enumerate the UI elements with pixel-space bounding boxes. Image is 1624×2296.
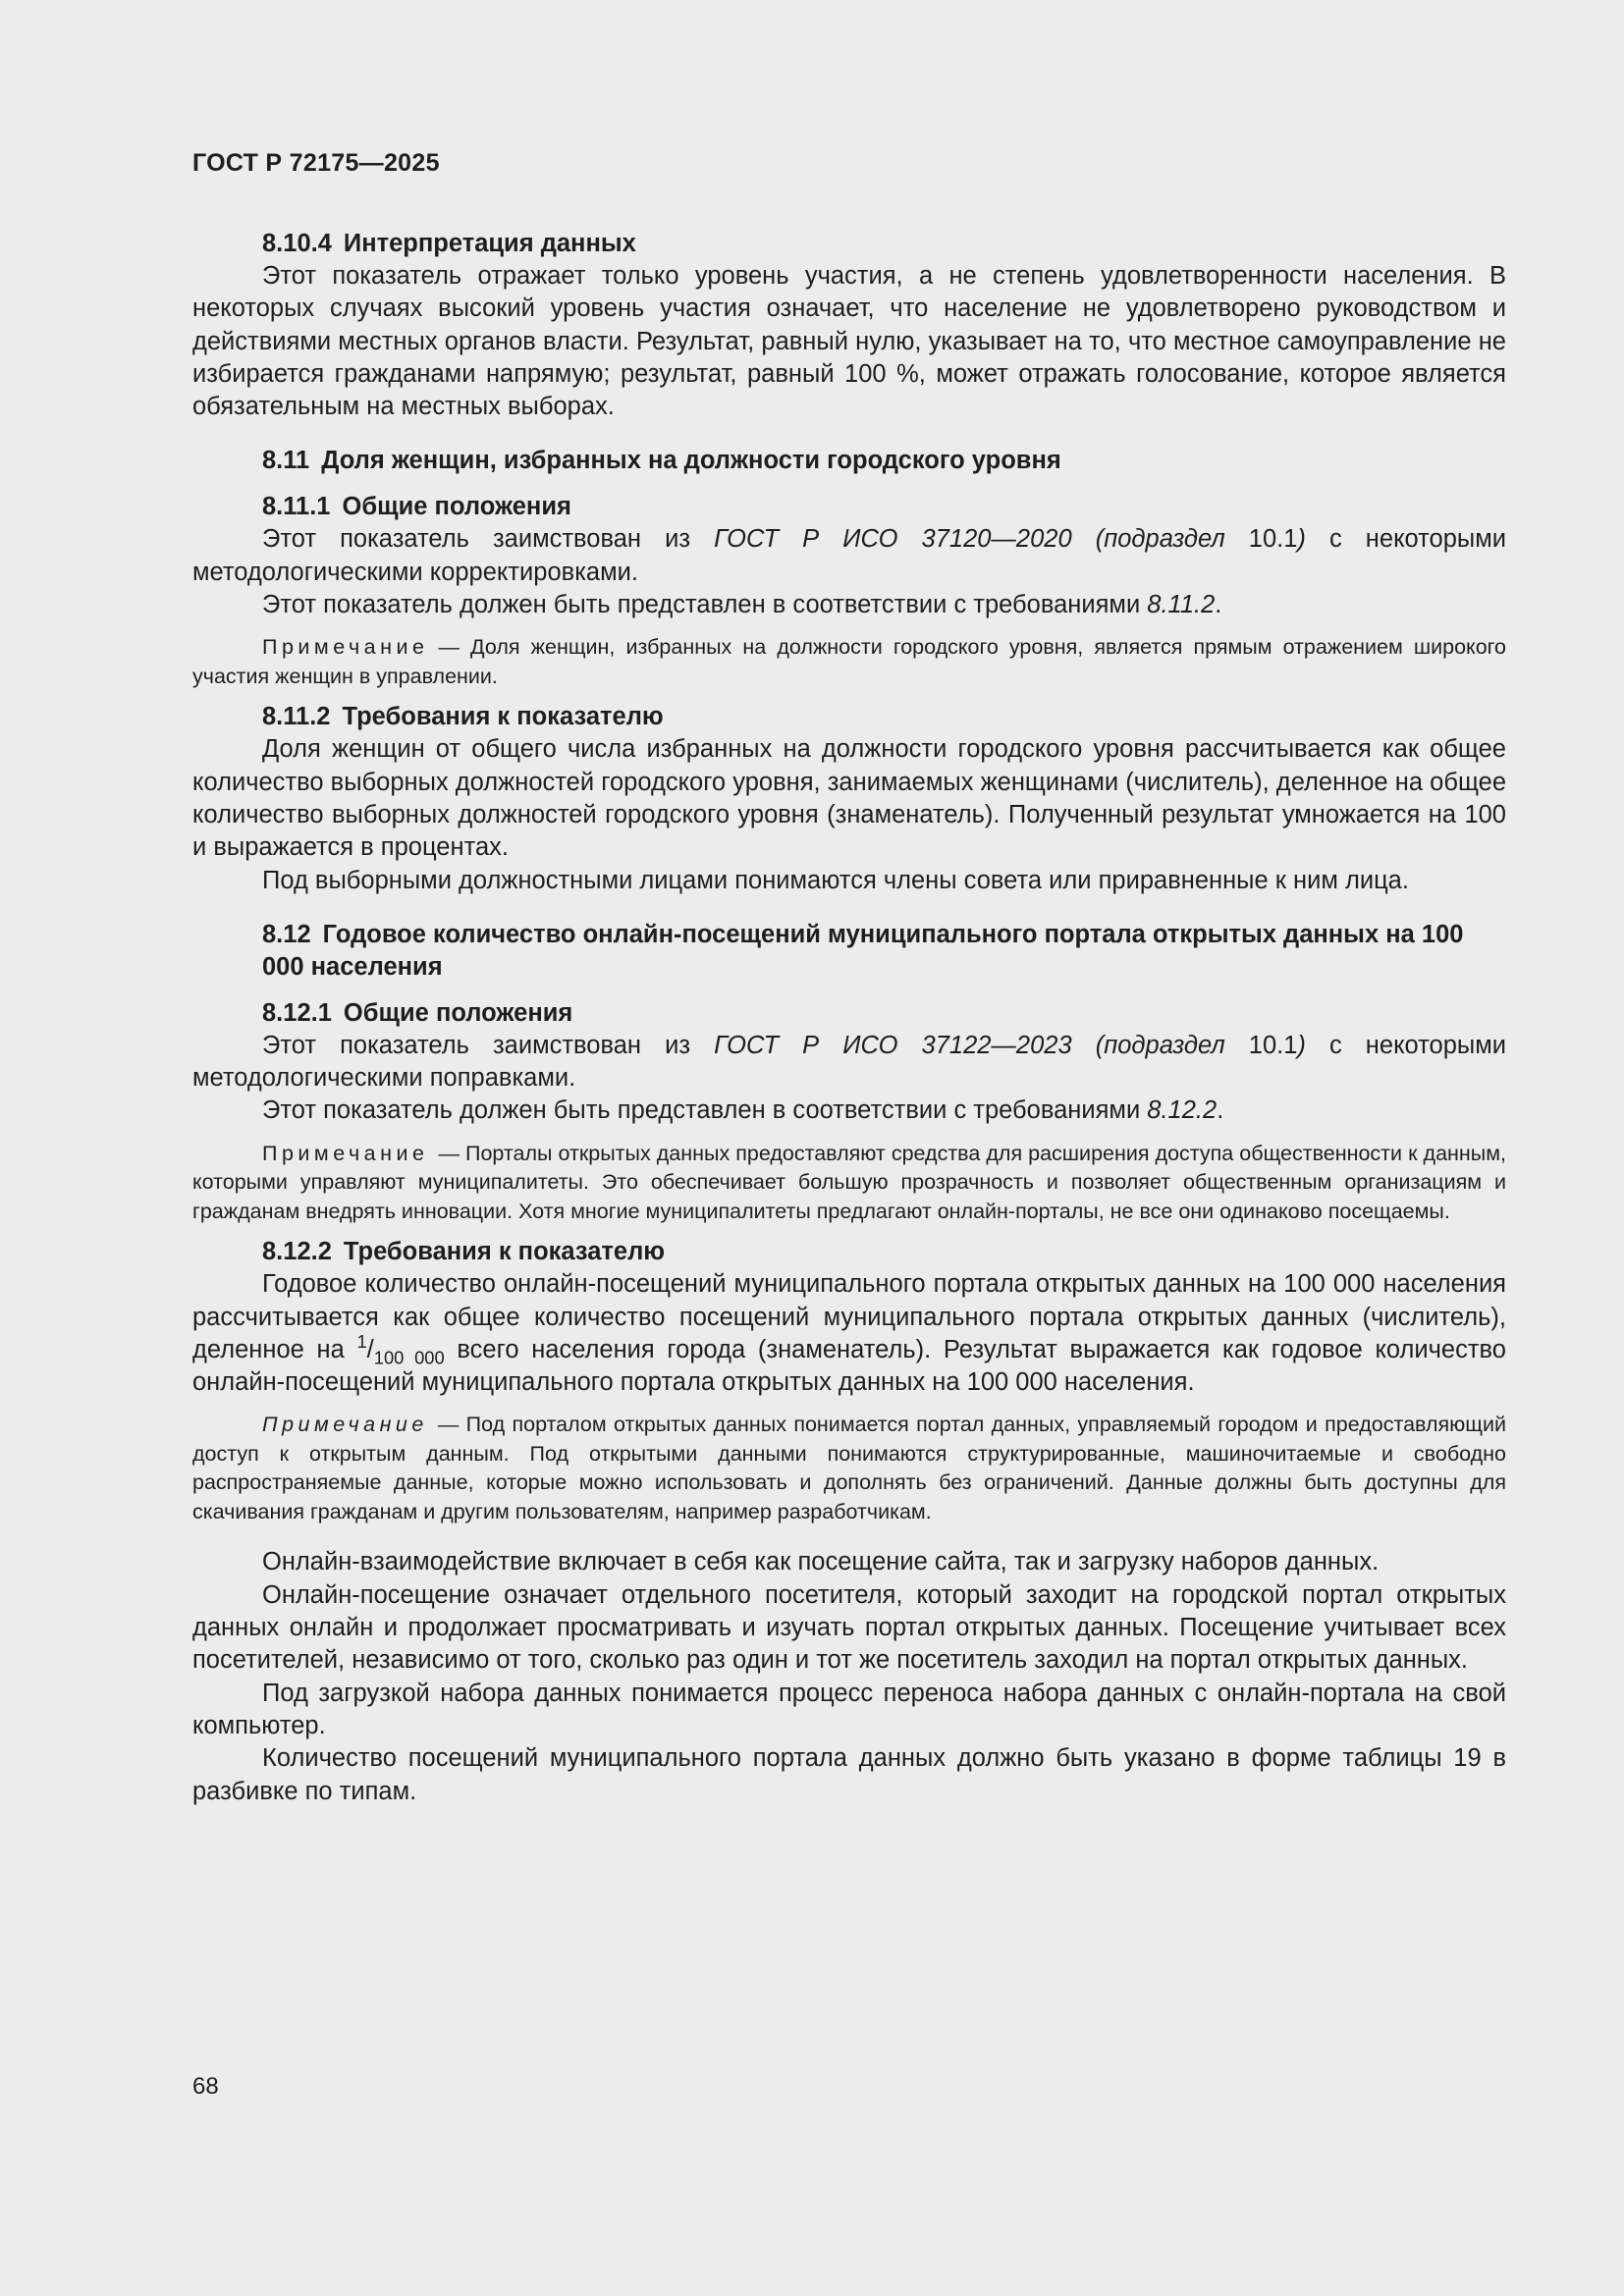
text-run: ) bbox=[1297, 1031, 1306, 1059]
note-label: Примечание bbox=[262, 1141, 429, 1165]
section-title: Годовое количество онлайн-посещений муниципального портала открытых данных на 100 000 населения bbox=[262, 920, 1464, 981]
note-text: — Порталы открытых данных предоставляют средства для расширения доступа общественности к данным, которыми управляют муниципалитеты. Это обеспечивает большую прозрачность и позволяет общественным организациям и гражданам внедрять инновации. Хотя многие муниципалитеты предлагают онлайн-порталы, не все они одинаково посещаемы. bbox=[192, 1141, 1506, 1223]
note-text: — Доля женщин, избранных на должности городского уровня, является прямым отражением широкого участия женщин в управлении. bbox=[192, 635, 1506, 688]
text-run: с некоторыми методологическими поправками. bbox=[192, 1031, 1506, 1093]
text-run: 10.1 bbox=[1224, 525, 1298, 554]
note bbox=[192, 1411, 1506, 1526]
section-number: 8.12.2 bbox=[262, 1238, 332, 1266]
fraction-denominator: 100 000 bbox=[373, 1347, 445, 1368]
section-8-11-heading bbox=[192, 445, 1506, 477]
note-label: Примечание bbox=[262, 635, 429, 660]
section-number: 8.12.1 bbox=[262, 998, 332, 1027]
paragraph bbox=[192, 1030, 1506, 1095]
paragraph bbox=[192, 1095, 1506, 1127]
paragraph: Этот показатель отражает только уровень участия, а не степень удовлетворенности населения. В некоторых случаях высокий уровень участия означает, что население не удовлетворено руководством и действиями местных органов власти. Результат, равный нулю, указывает на то, что местное самоуправление не избирается гражданами напрямую; результат, равный 100 %, может отражать голосование, которое является обязательным на местных выборах. bbox=[192, 262, 1506, 421]
paragraph: Количество посещений муниципального портала данных должно быть указано в форме таблицы 19 в разбивке по типам. bbox=[192, 1744, 1506, 1805]
paragraph bbox=[192, 1268, 1506, 1399]
section-8-11-1-heading bbox=[192, 491, 1506, 523]
standard-reference: ГОСТ Р ИСО 37122—2023 (подраздел bbox=[714, 1031, 1225, 1059]
text-run: . bbox=[1215, 591, 1222, 619]
text-run: . bbox=[1217, 1096, 1224, 1125]
fraction-slash: / bbox=[366, 1335, 374, 1363]
note-text: — Под порталом открытых данных понимается портал данных, управляемый городом и предоставляющий доступ к открытым данным. Под открытыми данными понимаются структурированные, машиночитаемые и свободно распространяемые данные, которые можно использовать и дополнять без ограничений. Данные должны быть доступны для скачивания гражданам и другим пользователям, например разработчикам. bbox=[192, 1413, 1506, 1523]
section-8-12-2-heading bbox=[192, 1236, 1506, 1268]
section-8-12-1-heading bbox=[192, 997, 1506, 1030]
section-title: Требования к показателю bbox=[342, 703, 664, 731]
text-run: 10.1 bbox=[1224, 1031, 1298, 1059]
paragraph: Доля женщин от общего числа избранных на должности городского уровня рассчитывается как общее количество выборных должностей городского уровня, занимаемых женщинами (числитель), деленное на общее количество выборных должностей городского уровня (знаменатель). Полученный результат умножается на 100 и выражается в процентах. bbox=[192, 735, 1506, 862]
page-number: 68 bbox=[192, 2073, 219, 2100]
spacer bbox=[192, 1536, 1506, 1546]
note-label: Примечание bbox=[262, 1413, 428, 1437]
text-run: Годовое количество онлайн-посещений муниципального портала открытых данных на 100 000 населения рассчитывается как общее количество посещений муниципального портала открытых данных (числитель), деленное на bbox=[192, 1270, 1506, 1363]
section-8-12-heading bbox=[192, 919, 1506, 984]
section-8-10-4-heading bbox=[192, 228, 1506, 260]
note bbox=[192, 633, 1506, 691]
section-title: Общие положения bbox=[342, 493, 571, 521]
paragraph bbox=[192, 589, 1506, 621]
section-number: 8.12 bbox=[262, 920, 311, 948]
fraction-numerator: 1 bbox=[356, 1330, 367, 1352]
page-body bbox=[192, 228, 1506, 1808]
section-number: 8.11.2 bbox=[262, 703, 331, 731]
text-run: Этот показатель заимствован из bbox=[262, 1031, 715, 1059]
paragraph bbox=[192, 523, 1506, 589]
text-run: ) bbox=[1297, 525, 1306, 554]
paragraph: Онлайн-посещение означает отдельного посетителя, который заходит на городской портал открытых данных онлайн и продолжает просматривать и изучать портал открытых данных. Посещение учитывает всех посетителей, независимо от того, сколько раз один и тот же посетитель заходил на портал открытых данных. bbox=[192, 1580, 1506, 1675]
section-title: Общие положения bbox=[343, 998, 573, 1027]
section-number: 8.11 bbox=[262, 447, 310, 475]
text-run: Этот показатель заимствован из bbox=[262, 525, 715, 554]
paragraph: Под выборными должностными лицами понимаются члены совета или приравненные к ним лица. bbox=[262, 866, 1409, 894]
text-run: всего населения города (знаменатель). Результат выражается как годовое количество онлайн-посещений муниципального портала открытых данных на 100 000 населения. bbox=[192, 1335, 1506, 1397]
section-number: 8.11.1 bbox=[262, 493, 331, 521]
note bbox=[192, 1140, 1506, 1227]
standard-reference: ГОСТ Р ИСО 37120—2020 (подраздел bbox=[714, 525, 1225, 554]
section-reference: 8.11.2 bbox=[1147, 591, 1216, 619]
text-run: Этот показатель должен быть представлен в соответствии с требованиями bbox=[262, 1096, 1148, 1125]
section-title: Интерпретация данных bbox=[343, 230, 636, 257]
section-title: Доля женщин, избранных на должности городского уровня bbox=[321, 447, 1061, 475]
section-number: 8.10.4 bbox=[262, 230, 332, 257]
document-code-header: ГОСТ Р 72175—2025 bbox=[192, 149, 440, 177]
text-run: с некоторыми методологическими корректировками. bbox=[192, 525, 1506, 586]
paragraph: Под загрузкой набора данных понимается процесс переноса набора данных с онлайн-портала на свой компьютер. bbox=[192, 1679, 1506, 1739]
section-title: Требования к показателю bbox=[343, 1238, 666, 1266]
section-8-11-2-heading bbox=[192, 701, 1506, 733]
paragraph: Онлайн-взаимодействие включает в себя как посещение сайта, так и загрузку наборов данных. bbox=[262, 1548, 1380, 1576]
text-run: Этот показатель должен быть представлен в соответствии с требованиями bbox=[262, 591, 1148, 619]
section-reference: 8.12.2 bbox=[1147, 1096, 1218, 1125]
